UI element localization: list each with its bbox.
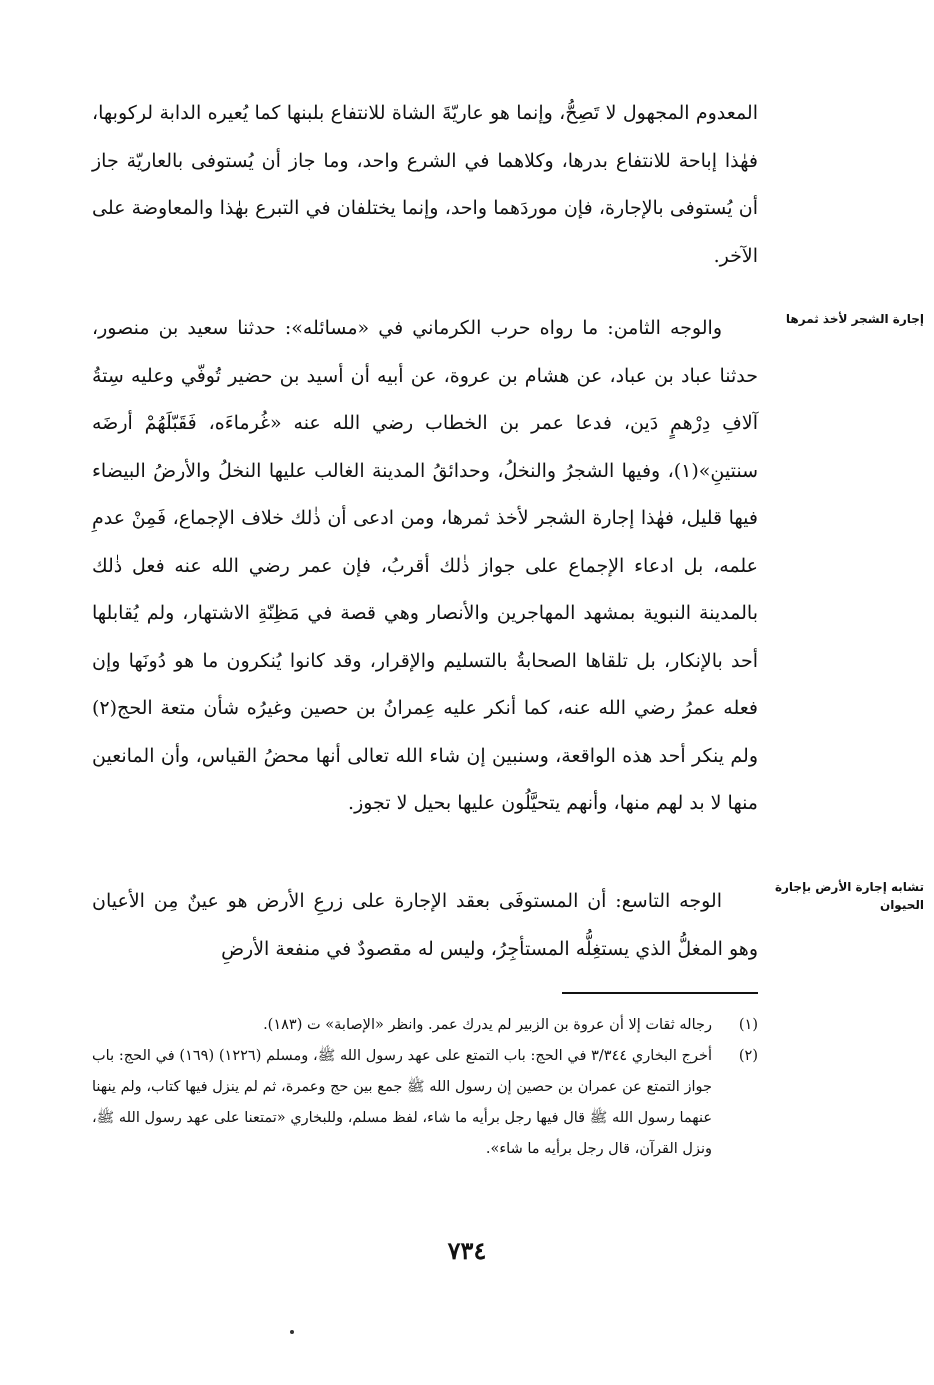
margin-heading-land-animal-lease: تشابه إجارة الأرض بإجارة الحيوان	[774, 880, 924, 912]
footnote-2	[92, 1041, 758, 1165]
scan-speck	[290, 1330, 294, 1334]
footnote-number: (٢)	[738, 1048, 758, 1064]
page-number: ٧٣٤	[447, 1236, 487, 1265]
footnote-1	[92, 1010, 758, 1041]
margin-heading-tree-lease: إجارة الشجر لأخذ ثمرها	[785, 312, 924, 326]
paragraph-eighth-aspect: والوجه الثامن: ما رواه حرب الكرماني في «مسائله»: حدثنا سعيد بن منصور، حدثنا عباد بن عباد، عن هشام بن عروة، عن أبيه أن أسيد بن حضير تُوفّي وعليه سِتةُ آلافِ دِرْهمٍ دَين، فدعا عمر بن الخطاب رضي الله عنه «غُرماءَه، فَقَبّلَهُمْ أرضَه سنتينِ»(١)، وفيها الشجرُ والنخلُ، وحدائقُ المدينة الغالب عليها النخلُ والأرضُ البيضاء فيها قليل، فهٰذا إجارة الشجر لأخذ ثمرها، ومن ادعى أن ذٰلك خلاف الإجماع، فَمِنْ عدمِ علمه، بل ادعاء الإجماع على جواز ذٰلك أقربُ، فإن عمر رضي الله عنه فعل ذٰلك بالمدينة النبوية بمشهد المهاجرين والأنصار وهي قصة في مَظِنّةِ الاشتهار، ولم يُقابلها أحد بالإنكار، بل تلقاها الصحابةُ بالتسليم والإقرار، وقد كانوا يُنكرون ما هو دُونَها وإن فعله عمرُ رضي الله عنه، كما أنكر عليه عِمرانُ بن حصين وغيرُه شأن متعة الحج(٢) ولم ينكر أحد هذه الواقعة، وسنبين إن شاء الله تعالى أنها محضُ القياس، وأن المانعين منها لا بد لهم منها، وأنهم يتحيَّلُون عليها بحيل لا تجوز.	[92, 317, 759, 814]
footnote-divider	[562, 992, 758, 994]
footnote-number: (١)	[738, 1017, 758, 1033]
paragraph-ninth-aspect: الوجه التاسع: أن المستوفَى بعقد الإجارة على زرعِ الأرض هو عينٌ مِن الأعيان وهو المغلُّ الذي يستغِلُّه المستأجِرُ، وليس له مقصودٌ في منفعة الأرضِ	[92, 890, 758, 960]
footnote-text: أخرج البخاري ٣/٣٤٤ في الحج: باب التمتع على عهد رسول الله ﷺ، ومسلم (١٢٢٦) (١٦٩) في الحج: باب جواز التمتع عن عمران بن حصين إن رسول الله ﷺ جمع بين حج وعمرة، ثم لم ينزل فيها كتاب، ولم ينهنا عنهما رسول الله ﷺ قال فيها رجل برأيه ما شاء، لفظ مسلم، وللبخاري «تمتعنا على عهد رسول الله ﷺ، ونزل القرآن، قال رجل برأيه ما شاء».	[92, 1048, 712, 1157]
paragraph-continuation: المعدوم المجهول لا تَصِحُّ، وإنما هو عاريّةَ الشاة للانتفاع بلبنها كما يُعيره الدابة لركوبها، فهٰذا إباحة للانتفاع بدرها، وكلاهما في الشرع واحد، وما جاز أن يُستوفى بالعاريّة جاز أن يُستوفى بالإجارة، فإن موردَهما واحد، وإنما يختلفان في التبرع بهٰذا والمعاوضة على الآخر.	[92, 102, 758, 267]
footnote-text: رجاله ثقات إلا أن عروة بن الزبير لم يدرك عمر. وانظر «الإصابة» ت (١٨٣).	[263, 1017, 712, 1033]
